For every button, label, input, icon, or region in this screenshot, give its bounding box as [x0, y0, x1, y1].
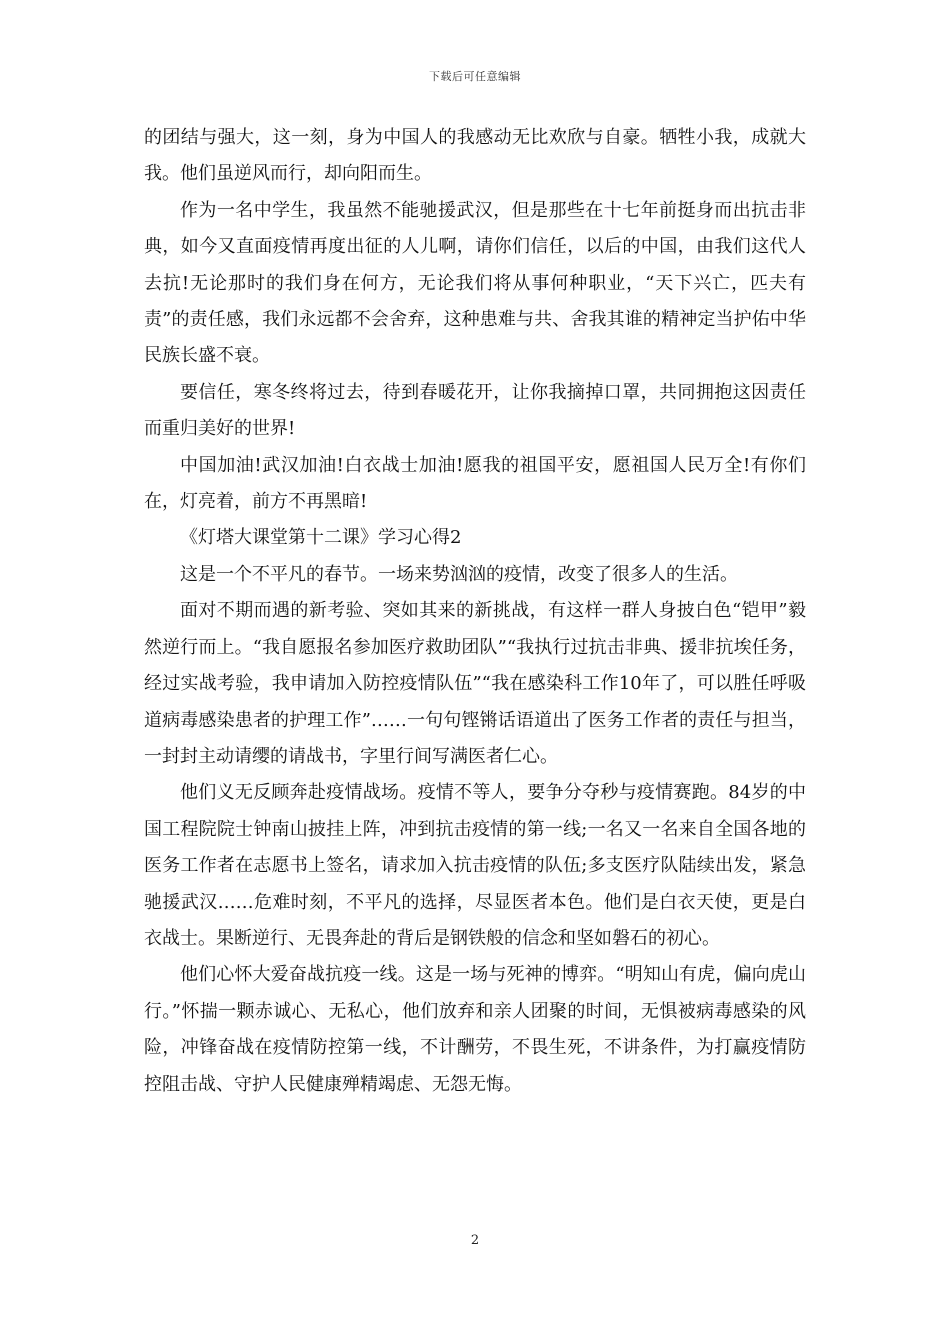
paragraph-6: 这是一个不平凡的春节。一场来势汹汹的疫情，改变了很多人的生活。 [180, 563, 738, 585]
page-number: 2 [470, 1233, 480, 1248]
paragraph-1: 的团结与强大，这一刻，身为中国人的我感动无比欢欣与自豪。牺牲小我，成就大我。他们虽逆风而行，却向阳而生。 [144, 127, 806, 185]
paragraph-8: 他们义无反顾奔赴疫情战场。疫情不等人，要争分夺秒与疫情赛跑。84岁的中国工程院院士钟南山披挂上阵，冲到抗击疫情的第一线;一名又一名来自全国各地的医务工作者在志愿书上签名，请求加入抗击疫情的队伍;多支医疗队陆续出发，紧急驰援武汉……危难时刻，不平凡的选择，尽显医者本色。他们是白衣天使，更是白衣战士。果断逆行、无畏奔赴的背后是钢铁般的信念和坚如磐石的初心。 [144, 782, 806, 949]
paragraph-9: 他们心怀大爱奋战抗疫一线。这是一场与死神的博弈。“明知山有虎，偏向虎山行。”怀揣一颗赤诚心、无私心，他们放弃和亲人团聚的时间，无惧被病毒感染的风险，冲锋奋战在疫情防控第一线，不计酬劳，不畏生死，不讲条件，为打赢疫情防控阻击战、守护人民健康殚精竭虑、无怨无悔。 [144, 964, 806, 1095]
paragraph-7: 面对不期而遇的新考验、突如其来的新挑战，有这样一群人身披白色“铠甲”毅然逆行而上。“我自愿报名参加医疗救助团队”“我执行过抗击非典、援非抗埃任务，经过实战考验，我申请加入防控疫情队伍”“我在感染科工作10年了，可以胜任呼吸道病毒感染患者的护理工作”……一句句铿锵话语道出了医务工作者的责任与担当，一封封主动请缨的请战书，字里行间写满医者仁心。 [144, 600, 806, 767]
page-header: 下载后可任意编辑 [429, 70, 521, 83]
paragraph-3: 要信任，寒冬终将过去，待到春暖花开，让你我摘掉口罩，共同拥抱这因责任而重归美好的世界! [144, 381, 806, 440]
document-body [144, 120, 806, 1103]
paragraph-2: 作为一名中学生，我虽然不能驰援武汉，但是那些在十七年前挺身而出抗击非典，如今又直面疫情再度出征的人儿啊，请你们信任，以后的中国，由我们这代人去抗!无论那时的我们身在何方，无论我们将从事何种职业，“天下兴亡，匹夫有责”的责任感，我们永远都不会舍弃，这种患难与共、舍我其谁的精神定当护佑中华民族长盛不衰。 [144, 199, 806, 367]
section-title: 《灯塔大课堂第十二课》学习心得2 [180, 527, 462, 549]
paragraph-4: 中国加油!武汉加油!白衣战士加油!愿我的祖国平安，愿祖国人民万全!有你们在，灯亮着，前方不再黑暗! [144, 454, 806, 513]
